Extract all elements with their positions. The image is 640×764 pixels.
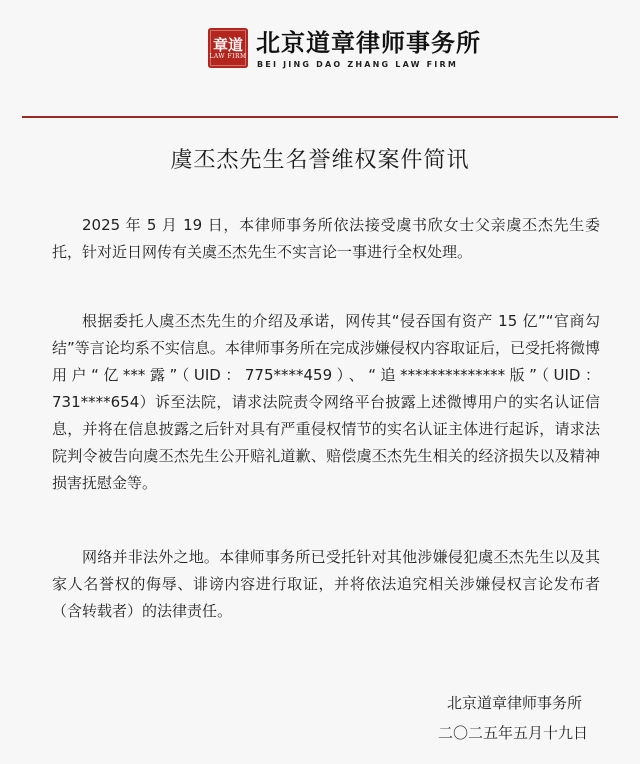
paragraph-3: 网络并非法外之地。本律师事务所已受托针对其他涉嫌侵犯虞丕杰先生以及其家人名誉权的侮辱、诽谤内容进行取证，并将依法追究相关涉嫌侵权言论发布者（含转载者）的法律责任。 (52, 548, 600, 620)
signature-firm: 北京道章律师事务所 (446, 694, 582, 712)
firm-seal-logo (208, 28, 248, 68)
document-title: 虞丕杰先生名誉维权案件简讯 (170, 148, 470, 173)
firm-name-english: BEI JING DAO ZHANG LAW FIRM (257, 60, 458, 69)
header-divider (22, 116, 618, 118)
seal-text: 章道 (212, 35, 243, 54)
paragraph-2: 根据委托人虞丕杰先生的介绍及承诺，网传其“侵吞国有资产 15 亿”“官商勾结”等言论均系不实信息。本律师事务所在完成涉嫌侵权内容取证后，已受托将微博用户“亿***露”（UID：775****459）、“追**************版”（UID：731****654）诉至法院，请求法院责令网络平台披露上述微博用户的实名认证信息，并将在信息披露之后针对具有严重侵权情节的实名认证主体进行起诉，请求法院判令被告向虞丕杰先生公开赔礼道歉、赔偿虞丕杰先生相关的经济损失以及精神损害抚慰金等。 (52, 312, 600, 492)
seal-subtext: LAW FIRM (209, 52, 247, 60)
firm-name: 北京道章律师事务所 (256, 28, 481, 57)
letterhead (0, 0, 640, 118)
paragraph-1: 2025 年 5 月 19 日，本律师事务所依法接受虞书欣女士父亲虞丕杰先生委托，针对近日网传有关虞丕杰先生不实言论一事进行全权处理。 (52, 216, 600, 261)
signature-date: 二〇二五年五月十九日 (437, 724, 588, 742)
